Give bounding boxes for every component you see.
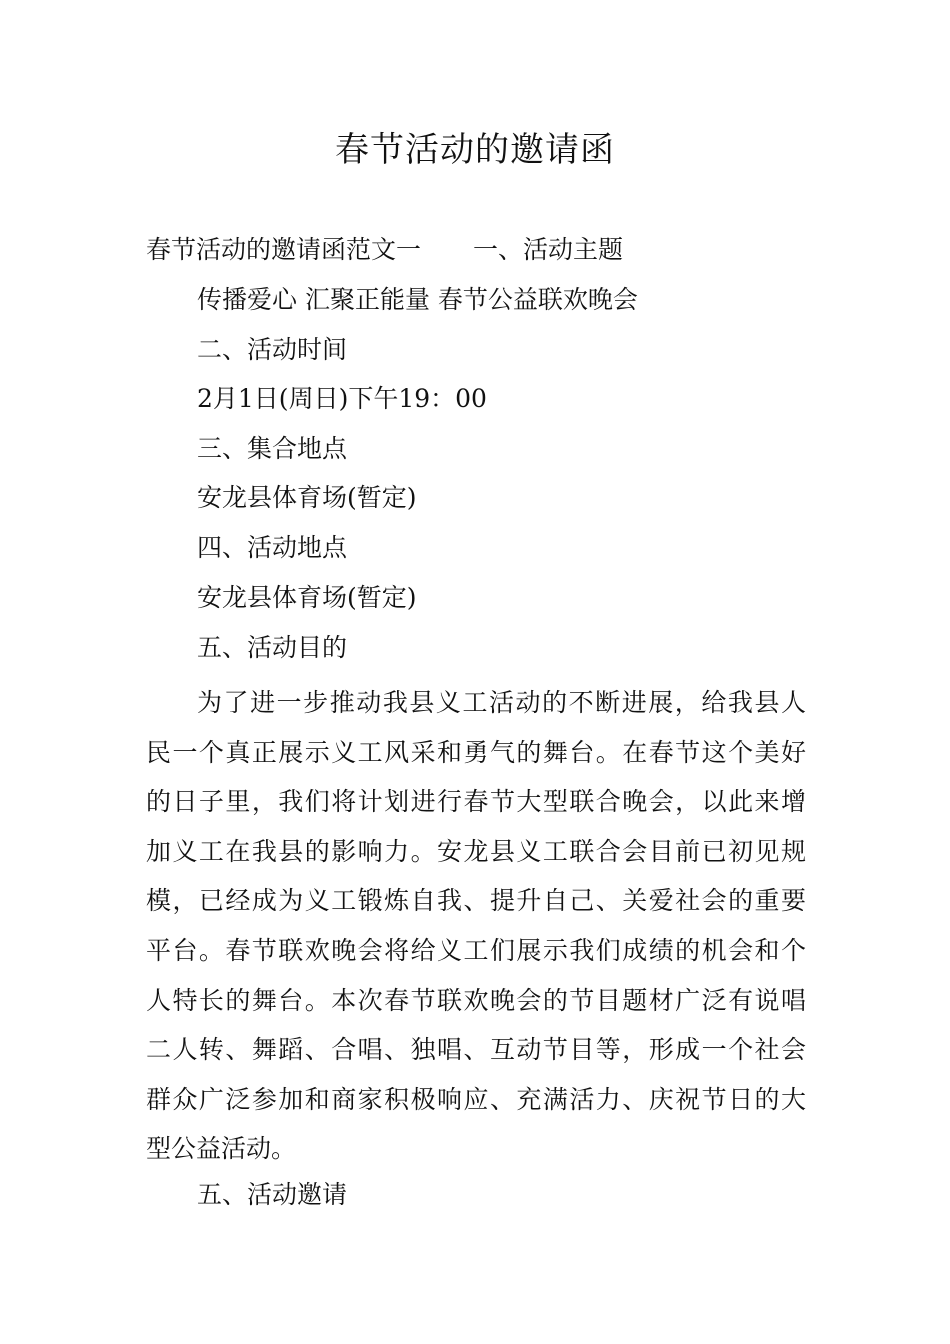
theme-text: 传播爱心 汇聚正能量 春节公益联欢晚会 [197, 285, 638, 314]
purpose-line: 型公益活动。 [146, 1134, 297, 1164]
section-heading-gather-location: 三、集合地点 [197, 434, 348, 463]
event-location-text: 安龙县体育场(暂定) [197, 583, 417, 612]
section-heading-time: 二、活动时间 [197, 335, 348, 364]
gather-location-text: 安龙县体育场(暂定) [197, 483, 417, 512]
intro-text: 春节活动的邀请函范文一 [146, 235, 422, 264]
section-heading-theme: 一、活动主题 [473, 235, 624, 264]
purpose-line: 平台。春节联欢晚会将给义工们展示我们成绩的机会和个 [146, 935, 806, 965]
time-text: 2月1日(周日)下午19：00 [197, 384, 487, 413]
purpose-paragraph [146, 678, 806, 1174]
section-heading-invitation: 五、活动邀请 [197, 1180, 348, 1209]
section-heading-purpose: 五、活动目的 [197, 633, 348, 662]
purpose-line: 的日子里，我们将计划进行春节大型联合晚会，以此来增 [146, 787, 806, 817]
purpose-line: 加义工在我县的影响力。安龙县义工联合会目前已初见规 [146, 836, 806, 866]
purpose-line: 人特长的舞台。本次春节联欢晚会的节目题材广泛有说唱 [146, 985, 806, 1015]
purpose-line: 民一个真正展示义工风采和勇气的舞台。在春节这个美好 [146, 737, 806, 767]
purpose-line: 二人转、舞蹈、合唱、独唱、互动节目等，形成一个社会 [146, 1035, 806, 1065]
purpose-line: 群众广泛参加和商家积极响应、充满活力、庆祝节日的大 [146, 1084, 806, 1114]
purpose-line: 为了进一步推动我县义工活动的不断进展，给我县人 [197, 688, 806, 717]
purpose-line: 模，已经成为义工锻炼自我、提升自己、关爱社会的重要 [146, 886, 806, 916]
intro-line [146, 233, 623, 267]
section-heading-event-location: 四、活动地点 [197, 533, 348, 562]
document-title: 春节活动的邀请函 [335, 130, 615, 170]
